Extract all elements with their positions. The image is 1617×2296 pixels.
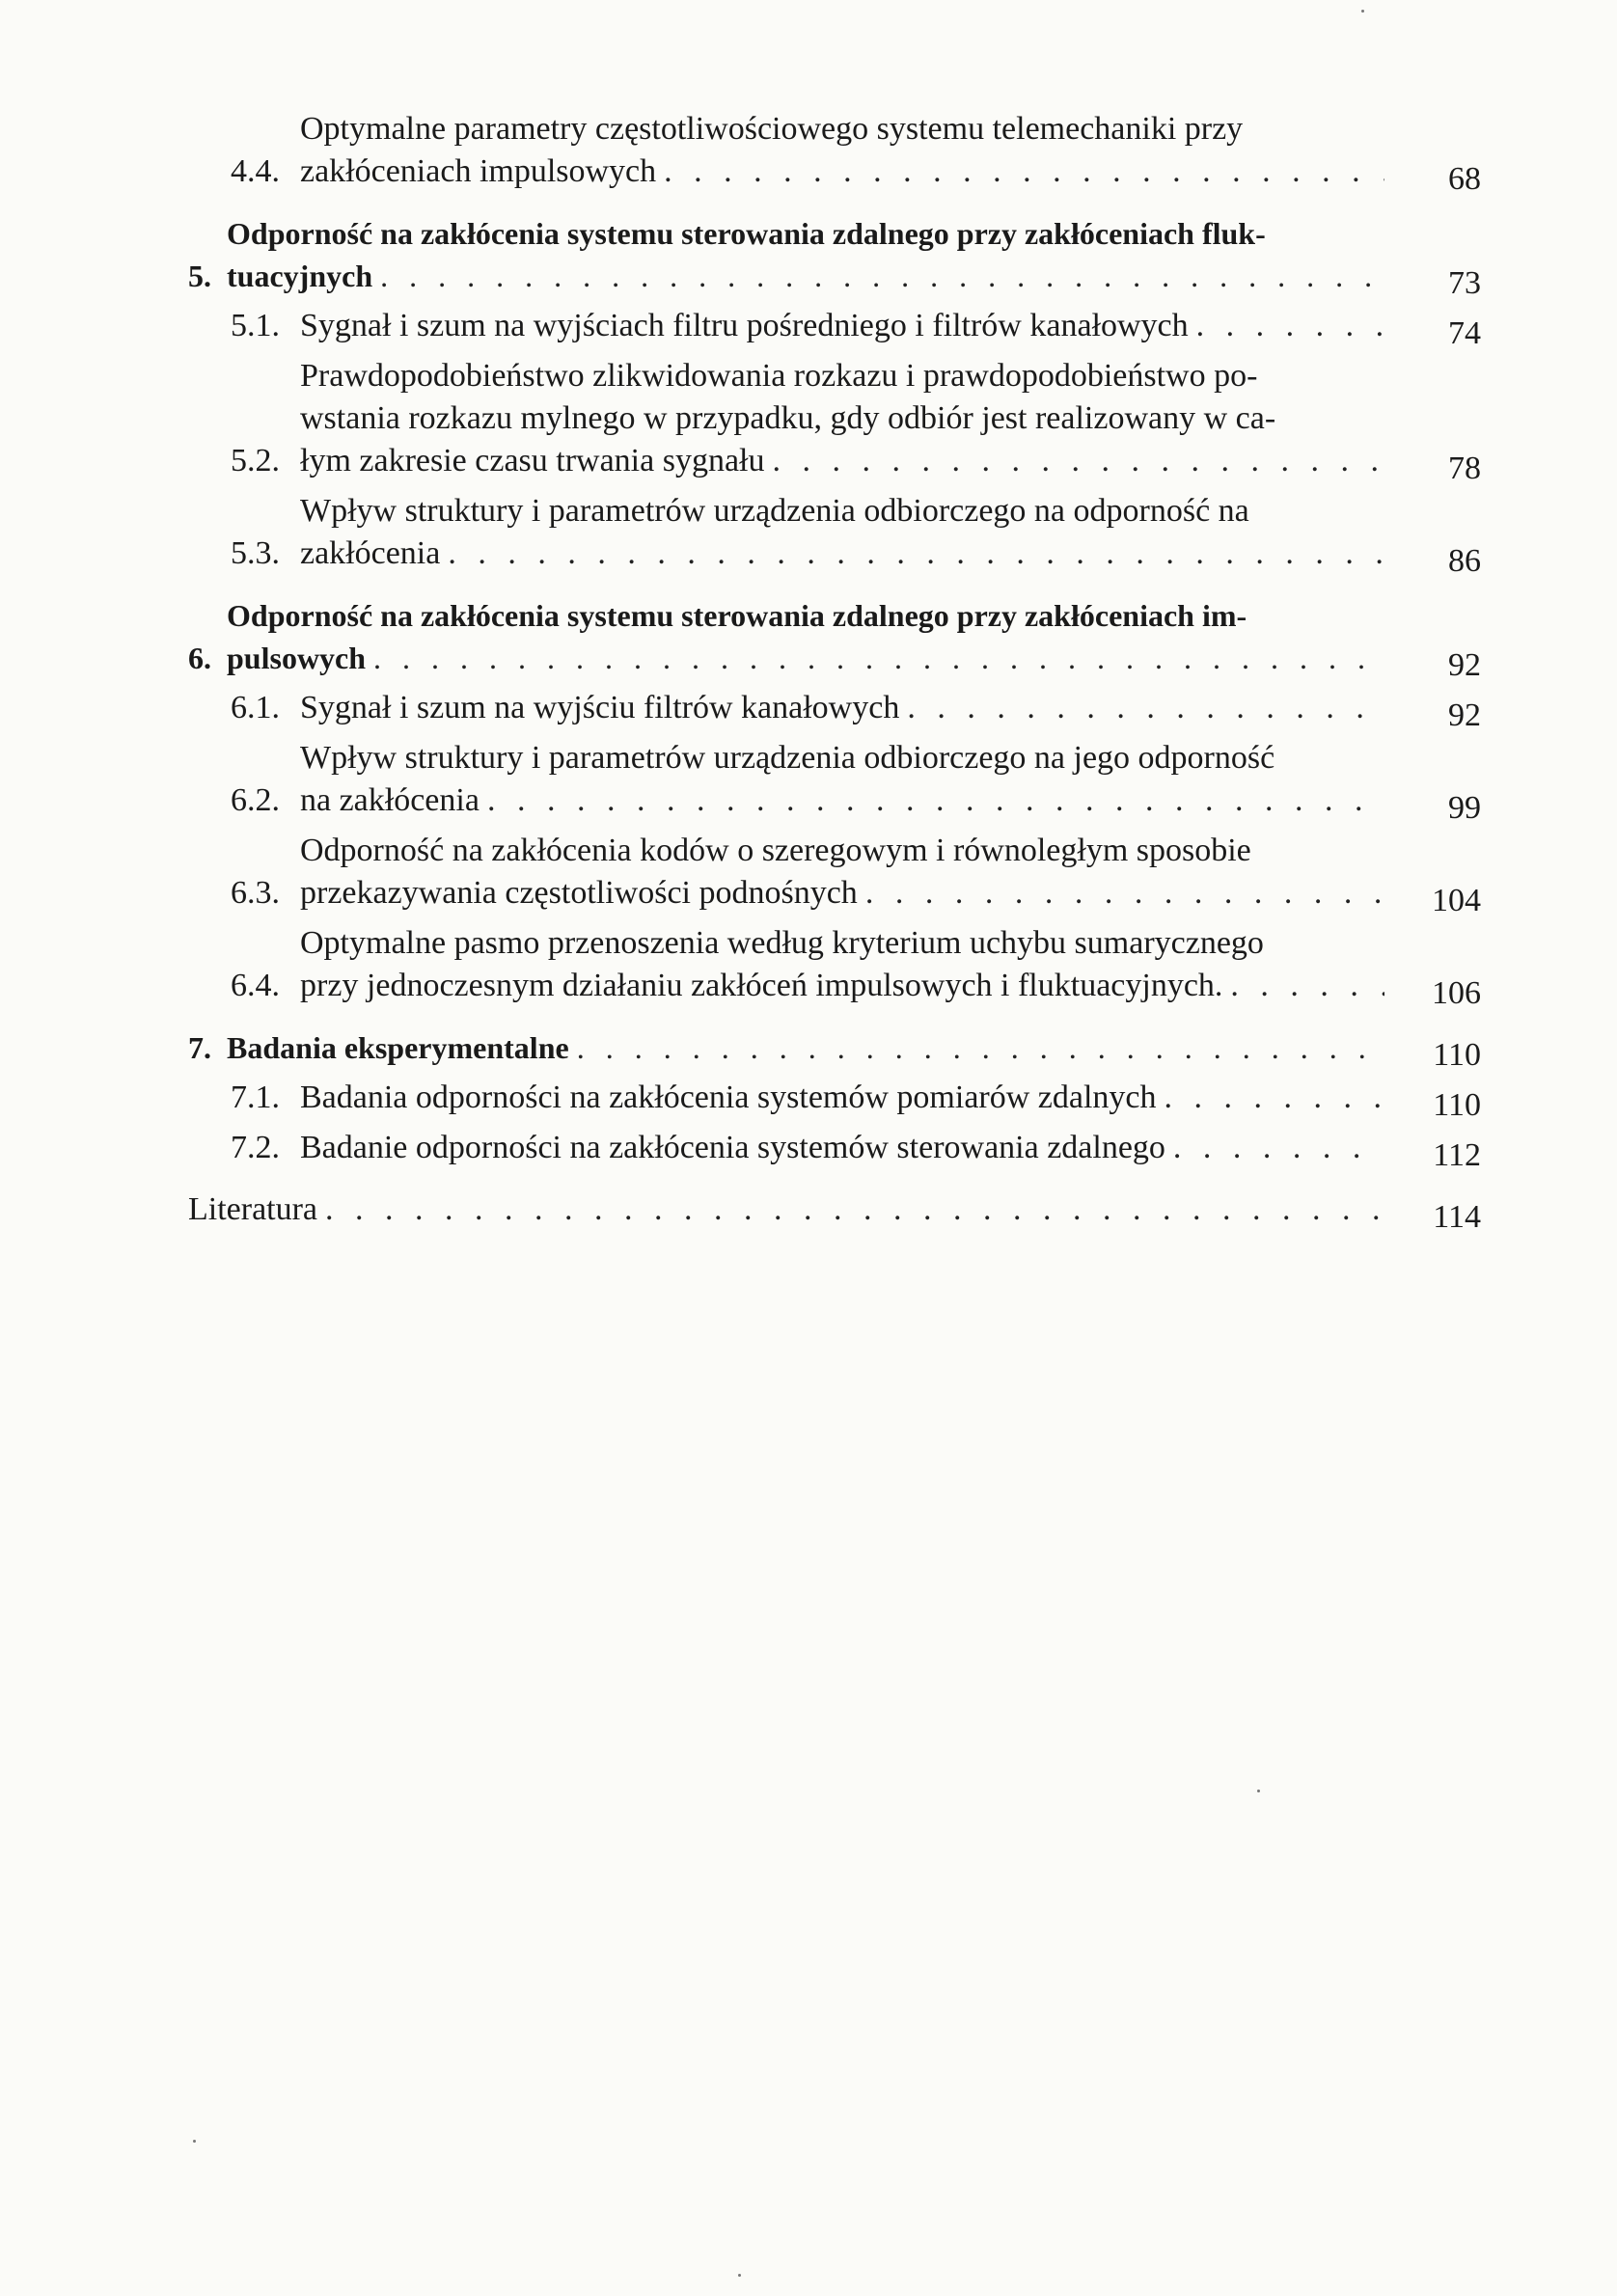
toc-section-entry [188,1127,1481,1173]
toc-entry-title-last-line [300,779,1384,822]
toc-entry-title-text: Sygnał i szum na wyjściu filtrów kanałowych [300,690,900,725]
toc-page-number: 110 [1433,1037,1481,1073]
toc-section-entry [188,108,1481,197]
toc-section-entry [188,305,1481,351]
toc-chapter-entry [188,594,1481,683]
paper-speck [1361,10,1364,13]
toc-entry-number: 5. [188,259,211,293]
toc-entry-number: 5.2. [231,443,280,478]
toc-section-entry [188,687,1481,733]
toc-entry-number: 7. [188,1030,211,1065]
toc-entry-title [300,830,1384,915]
toc-page-number: 73 [1448,265,1481,301]
table-of-contents [188,108,1481,1235]
toc-page-number: 78 [1448,451,1481,486]
toc-entry-number: 6.3. [231,875,280,911]
toc-entry-title [300,108,1384,193]
dot-leader [1157,1077,1384,1119]
toc-entry-title [300,355,1384,482]
dot-leader [858,872,1384,915]
toc-entry-title [227,594,1384,679]
toc-page-number: 104 [1432,883,1481,918]
toc-entry-title-line: Wpływ struktury i parametrów urządzenia odbiorczego na jego odporność [300,740,1275,776]
toc-page-number: 68 [1448,161,1481,197]
toc-entry-title [300,922,1384,1007]
toc-entry-title-text: przy jednoczesnym działaniu zakłóceń impulsowych i fluktuacyjnych. [300,968,1223,1003]
toc-entry-title-line: wstania rozkazu mylnego w przypadku, gdy odbiór jest realizowany w ca- [300,400,1276,436]
toc-page-number: 106 [1432,975,1481,1011]
toc-entry-title-line: Optymalne parametry częstotliwościowego systemu telemechaniki przy [300,111,1244,147]
toc-entry-number: 4.4. [231,153,280,189]
toc-page-number: 74 [1448,315,1481,351]
toc-entry-title-line: Odporność na zakłócenia systemu sterowania zdalnego przy zakłóceniach fluk- [227,216,1266,251]
toc-entry-title-text: Literatura [188,1191,318,1227]
toc-page-number: 112 [1433,1137,1481,1173]
toc-page-number: 99 [1448,790,1481,826]
toc-page-number: 86 [1448,543,1481,579]
toc-entry-title [227,1026,1384,1069]
toc-entry-title-last-line [300,687,1384,729]
toc-entry-title-text: Sygnał i szum na wyjściach filtru pośredniego i filtrów kanałowych [300,308,1189,343]
toc-chapter-entry [188,1026,1481,1073]
dot-leader [440,533,1384,575]
toc-entry-title-last-line [300,1127,1384,1169]
dot-leader [1165,1127,1384,1169]
toc-entry-title-text: tuacyjnych [227,259,373,293]
toc-entry-title-last-line [300,150,1384,193]
toc-entry-title-text: Badanie odporności na zakłócenia systemów sterowania zdalnego [300,1130,1165,1165]
toc-entry-number: 5.1. [231,308,280,343]
toc-entry-title-line: Odporność na zakłócenia systemu sterowania zdalnego przy zakłóceniach im- [227,598,1247,633]
dot-leader [366,637,1384,679]
toc-entry-title-text: łym zakresie czasu trwania sygnału [300,443,765,478]
toc-entry-number: 6.2. [231,782,280,818]
toc-section-entry [188,922,1481,1011]
toc-entry-title-line: Prawdopodobieństwo zlikwidowania rozkazu i prawdopodobieństwo po- [300,358,1258,394]
toc-entry-title-text: Badania eksperymentalne [227,1030,569,1065]
toc-page-number: 110 [1433,1087,1481,1123]
toc-bibliography-entry [188,1189,1481,1235]
toc-entry-number: 6.4. [231,968,280,1003]
dot-leader [764,440,1384,482]
toc-entry-title [300,305,1384,347]
toc-entry-title-text: pulsowych [227,641,367,675]
toc-entry-number: 6. [188,641,211,675]
toc-entry-number: 7.1. [231,1080,280,1115]
dot-leader [317,1189,1384,1231]
toc-entry-title-last-line [227,1026,1384,1069]
toc-entry-number: 5.3. [231,535,280,571]
toc-section-entry [188,830,1481,918]
toc-section-entry [188,737,1481,826]
dot-leader [569,1026,1384,1069]
toc-chapter-entry [188,212,1481,301]
toc-entry-title [300,737,1384,822]
toc-entry-number: 7.2. [231,1130,280,1165]
toc-section-entry [188,490,1481,579]
toc-section-entry [188,1077,1481,1123]
toc-entry-title-text: zakłóceniach impulsowych [300,153,657,189]
toc-entry-title-line: Wpływ struktury i parametrów urządzenia odbiorczego na odporność na [300,493,1249,529]
toc-entry-title [300,687,1384,729]
toc-entry-title-last-line [300,965,1384,1007]
toc-page-number: 114 [1433,1199,1481,1235]
dot-leader [656,150,1384,193]
toc-entry-title-text: na zakłócenia [300,782,480,818]
toc-entry-title-last-line [227,255,1384,297]
toc-entry-title-last-line [300,533,1384,575]
toc-entry-title-last-line [300,305,1384,347]
toc-entry-title [300,1127,1384,1169]
toc-entry-title [227,212,1384,297]
dot-leader [1222,965,1384,1007]
toc-entry-number: 6.1. [231,690,280,725]
toc-entry-title [188,1189,1384,1231]
toc-entry-title-line: Odporność na zakłócenia kodów o szeregowym i równoległym sposobie [300,833,1251,868]
toc-entry-title-last-line [300,1077,1384,1119]
paper-speck [1257,1790,1260,1792]
dot-leader [1189,305,1384,347]
toc-page-number: 92 [1448,647,1481,683]
toc-entry-title-text: przekazywania częstotliwości podnośnych [300,875,858,911]
dot-leader [480,779,1384,822]
toc-page-number: 92 [1448,697,1481,733]
toc-entry-title-last-line [188,1189,1384,1231]
toc-entry-title-last-line [227,637,1384,679]
toc-section-entry [188,355,1481,486]
toc-entry-title [300,1077,1384,1119]
toc-entry-title-last-line [300,872,1384,915]
toc-entry-title-last-line [300,440,1384,482]
toc-entry-title-text: zakłócenia [300,535,441,571]
toc-entry-title-text: Badania odporności na zakłócenia systemów pomiarów zdalnych [300,1080,1157,1115]
dot-leader [372,255,1384,297]
toc-entry-title-line: Optymalne pasmo przenoszenia według kryterium uchybu sumarycznego [300,925,1264,961]
paper-speck [193,2140,196,2143]
paper-speck [738,2274,741,2277]
toc-entry-title [300,490,1384,575]
dot-leader [899,687,1384,729]
